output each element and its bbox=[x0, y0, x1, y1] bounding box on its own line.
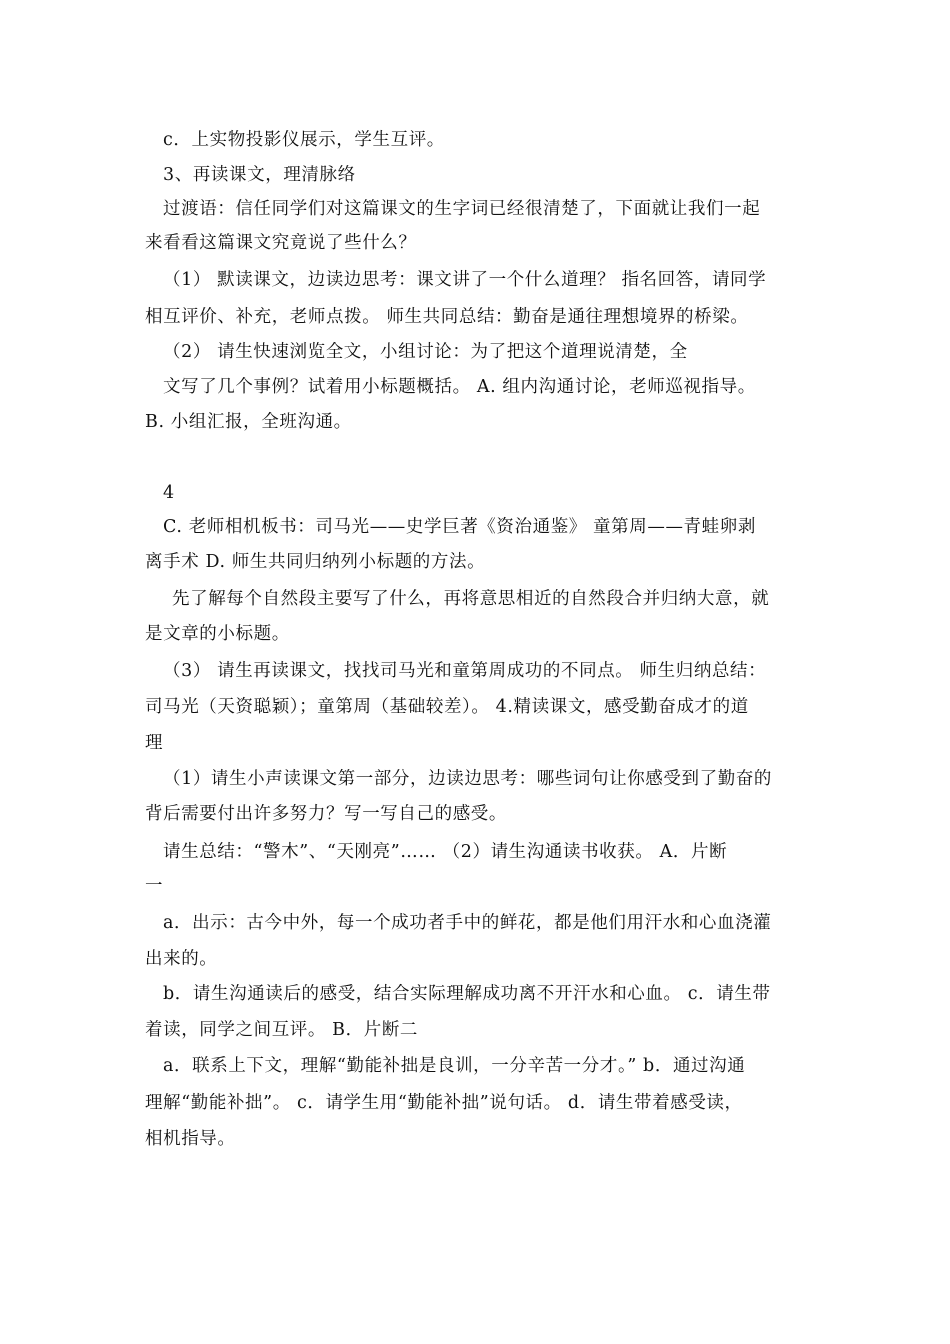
text-line: 背后需要付出许多努力？写一写自己的感受。 bbox=[145, 804, 507, 824]
page-number: 4 bbox=[163, 483, 175, 503]
text-line: a．出示：古今中外，每一个成功者手中的鲜花，都是他们用汗水和心血浇灌 bbox=[163, 913, 772, 933]
text-line: 相互评价、补充，老师点拨。 师生共同总结：勤奋是通往理想境界的桥梁。 bbox=[145, 307, 749, 327]
text-line: 先了解每个自然段主要写了什么，再将意思相近的自然段合并归纳大意，就 bbox=[172, 589, 770, 609]
text-line: 理 bbox=[145, 733, 164, 753]
text-line: 文写了几个事例？试着用小标题概括。 A. 组内沟通讨论，老师巡视指导。 bbox=[163, 377, 756, 397]
text-line: B. 小组汇报，全班沟通。 bbox=[145, 412, 352, 432]
text-line: 相机指导。 bbox=[145, 1129, 236, 1149]
text-line: 来看看这篇课文究竟说了些什么？ bbox=[145, 233, 417, 253]
text-line: （1） 默读课文，边读边思考：课文讲了一个什么道理？ 指名回答，请同学 bbox=[163, 270, 767, 290]
text-line: b．请生沟通读后的感受，结合实际理解成功离不开汗水和心血。 c．请生带 bbox=[163, 984, 771, 1004]
text-line: C. 老师相机板书：司马光——史学巨著《资治通鉴》 童第周——青蛙卵剥 bbox=[163, 517, 756, 537]
text-line: 着读，同学之间互评。 B．片断二 bbox=[145, 1020, 419, 1040]
text-line: 理解“勤能补拙”。 c．请学生用“勤能补拙”说句话。 d．请生带着感受读， bbox=[145, 1093, 743, 1113]
text-line: （3） 请生再读课文，找找司马光和童第周成功的不同点。 师生归纳总结： bbox=[163, 661, 767, 681]
text-line: a．联系上下文，理解“勤能补拙是良训，一分辛苦一分才。” b．通过沟通 bbox=[163, 1056, 746, 1076]
text-line: 3、再读课文，理清脉络 bbox=[163, 165, 356, 185]
text-line: 离手术 D. 师生共同归纳列小标题的方法。 bbox=[145, 552, 486, 572]
text-line: 出来的。 bbox=[145, 949, 218, 969]
text-line: 一 bbox=[145, 876, 164, 896]
text-line: （2） 请生快速浏览全文，小组讨论：为了把这个道理说清楚，全 bbox=[163, 342, 688, 362]
text-line: 是文章的小标题。 bbox=[145, 624, 290, 644]
text-line: 请生总结：“警木”、“天刚亮”…… （2）请生沟通读书收获。 A．片断 bbox=[163, 842, 728, 862]
text-line: c．上实物投影仪展示，学生互评。 bbox=[163, 130, 445, 150]
text-line: 司马光（天资聪颖）；童第周（基础较差）。 4.精读课文，感受勤奋成才的道 bbox=[145, 697, 749, 717]
text-line: 过渡语：信任同学们对这篇课文的生字词已经很清楚了，下面就让我们一起 bbox=[163, 199, 761, 219]
text-line: （1）请生小声读课文第一部分，边读边思考：哪些词句让你感受到了勤奋的 bbox=[163, 769, 773, 789]
